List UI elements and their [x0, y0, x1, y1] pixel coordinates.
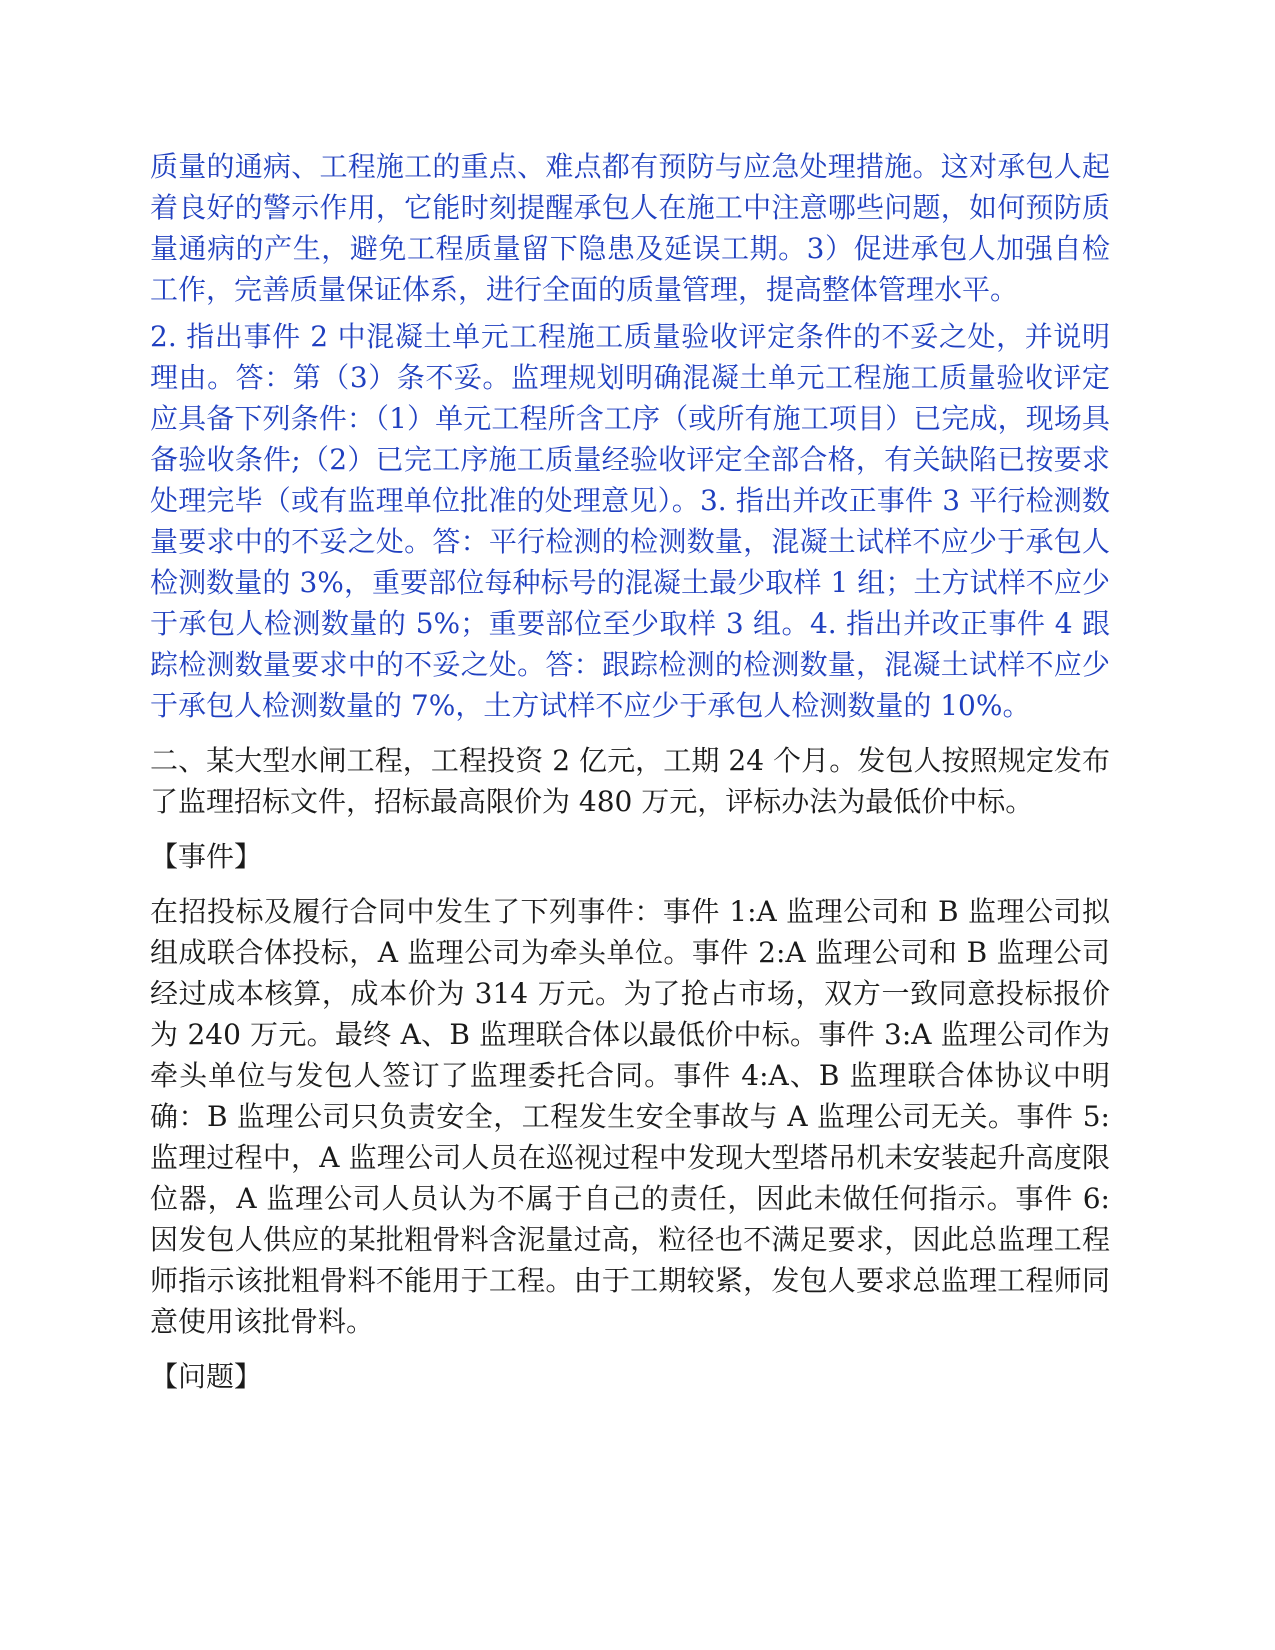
document-page [150, 146, 1110, 1397]
section-heading-questions: 【问题】 [150, 1360, 263, 1393]
answer-paragraph-1: 质量的通病、工程施工的重点、难点都有预防与应急处理措施。这对承包人起着良好的警示作用，它能时刻提醒承包人在施工中注意哪些问题，如何预防质量通病的产生，避免工程质量留下隐患及延误工期。3）促进承包人加强自检工作，完善质量保证体系，进行全面的质量管理，提高整体管理水平。 [150, 150, 1110, 306]
question-intro-paragraph: 二、某大型水闸工程，工程投资 2 亿元，工期 24 个月。发包人按照规定发布了监理招标文件，招标最高限价为 480 万元，评标办法为最低价中标。 [150, 744, 1110, 818]
events-paragraph: 在招投标及履行合同中发生了下列事件：事件 1:A 监理公司和 B 监理公司拟组成联合体投标，A 监理公司为牵头单位。事件 2:A 监理公司和 B 监理公司经过成本核算，成本价为 314 万元。为了抢占市场，双方一致同意投标报价为 240 万元。最终 A、B 监理联合体以最低价中标。事件 3:A 监理公司作为牵头单位与发包人签订了监理委托合同。事件 4:A、B 监理联合体协议中明确：B 监理公司只负责安全，工程发生安全事故与 A 监理公司无关。事件 5:监理过程中，A 监理公司人员在巡视过程中发现大型塔吊机未安装起升高度限位器，A 监理公司人员认为不属于自己的责任，因此未做任何指示。事件 6:因发包人供应的某批粗骨料含泥量过高，粒径也不满足要求，因此总监理工程师指示该批粗骨料不能用于工程。由于工期较紧，发包人要求总监理工程师同意使用该批骨料。 [150, 895, 1110, 1338]
section-heading-events: 【事件】 [150, 840, 263, 873]
answer-paragraph-2: 2. 指出事件 2 中混凝土单元工程施工质量验收评定条件的不妥之处，并说明理由。答：第（3）条不妥。监理规划明确混凝土单元工程施工质量验收评定应具备下列条件：（1）单元工程所含工序（或所有施工项目）已完成，现场具备验收条件;（2）已完工序施工质量经验收评定全部合格，有关缺陷已按要求处理完毕（或有监理单位批准的处理意见）。3. 指出并改正事件 3 平行检测数量要求中的不妥之处。答：平行检测的检测数量，混凝土试样不应少于承包人检测数量的 3%，重要部位每种标号的混凝土最少取样 1 组；土方试样不应少于承包人检测数量的 5%；重要部位至少取样 3 组。4. 指出并改正事件 4 跟踪检测数量要求中的不妥之处。答：跟踪检测的检测数量，混凝土试样不应少于承包人检测数量的 7%，土方试样不应少于承包人检测数量的 10%。 [150, 320, 1110, 722]
